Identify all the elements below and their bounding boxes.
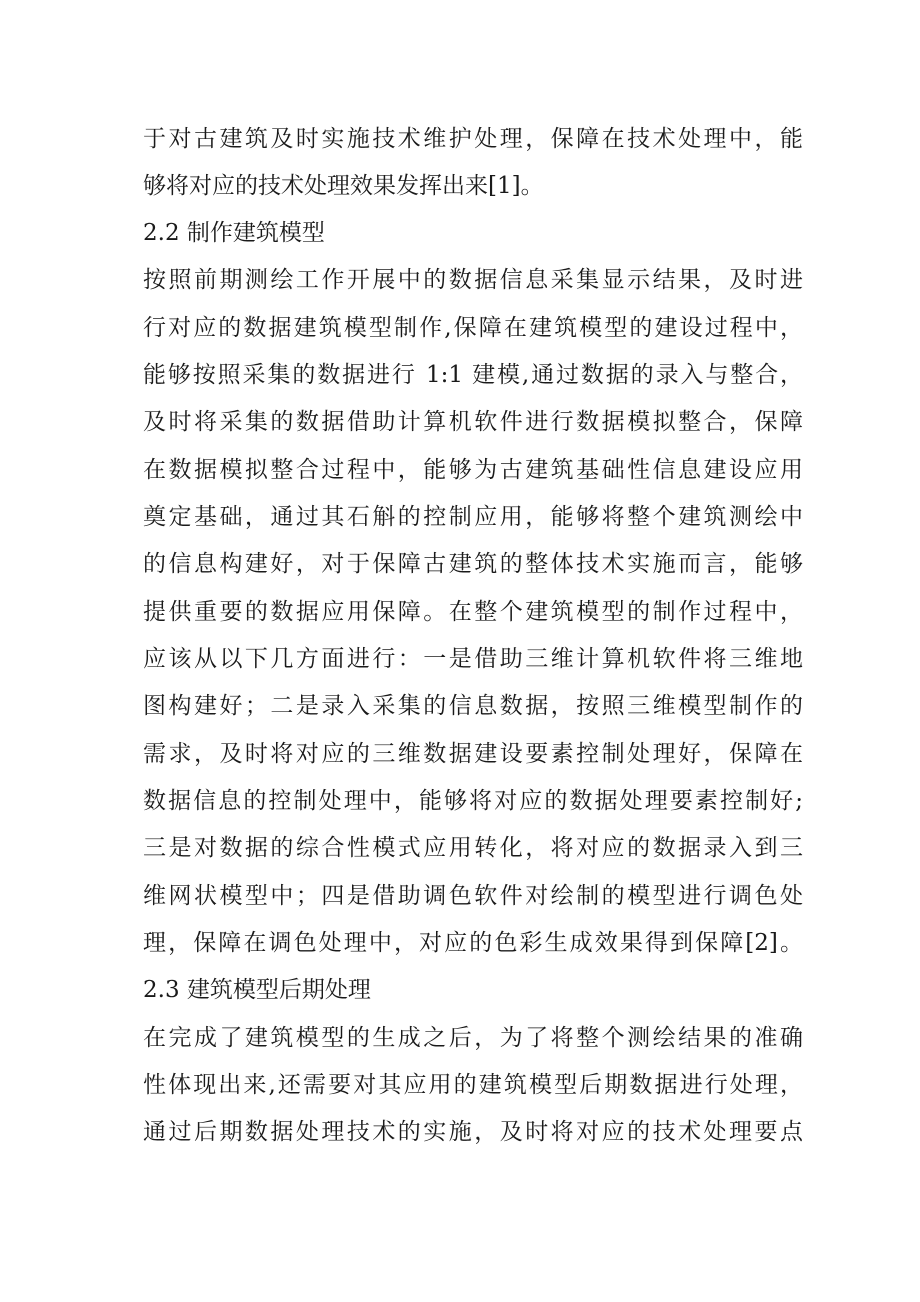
section-heading: 2.3 建筑模型后期处理: [143, 977, 371, 1003]
section-heading: 2.2 制作建筑模型: [143, 220, 325, 246]
paragraph-line: 及时将采集的数据借助计算机软件进行数据模拟整合，保障: [143, 409, 803, 435]
paragraph-line: 于对古建筑及时实施技术维护处理，保障在技术处理中，能: [143, 126, 803, 152]
paragraph-line: 需求，及时将对应的三维数据建设要素控制处理好，保障在: [143, 741, 803, 767]
paragraph-line: 够将对应的技术处理效果发挥出来[1]。: [143, 173, 544, 199]
paragraph-line: 在完成了建筑模型的生成之后，为了将整个测绘结果的准确: [143, 1025, 803, 1051]
paragraph-line: 图构建好；二是录入采集的信息数据，按照三维模型制作的: [143, 693, 803, 719]
paragraph-line: 维网状模型中；四是借助调色软件对绘制的模型进行调色处: [143, 883, 803, 909]
paragraph-line: 数据信息的控制处理中，能够将对应的数据处理要素控制好;: [143, 788, 803, 814]
paragraph-line: 理，保障在调色处理中，对应的色彩生成效果得到保障[2]。: [143, 930, 803, 956]
paragraph-line: 能够按照采集的数据进行 1:1 建模,通过数据的录入与整合，: [143, 362, 803, 388]
paragraph-line: 行对应的数据建筑模型制作,保障在建筑模型的建设过程中，: [143, 315, 803, 341]
paragraph-line: 提供重要的数据应用保障。在整个建筑模型的制作过程中，: [143, 599, 803, 625]
paragraph-line: 奠定基础，通过其石斛的控制应用，能够将整个建筑测绘中: [143, 504, 803, 530]
paragraph-line: 三是对数据的综合性模式应用转化，将对应的数据录入到三: [143, 835, 803, 861]
paragraph-line: 应该从以下几方面进行：一是借助三维计算机软件将三维地: [143, 646, 803, 672]
paragraph-line: 按照前期测绘工作开展中的数据信息采集显示结果，及时进: [143, 267, 803, 293]
paragraph-line: 性体现出来,还需要对其应用的建筑模型后期数据进行处理，: [143, 1072, 803, 1098]
paragraph-line: 在数据模拟整合过程中，能够为古建筑基础性信息建设应用: [143, 457, 803, 483]
paragraph-line: 通过后期数据处理技术的实施，及时将对应的技术处理要点: [143, 1119, 803, 1145]
paragraph-line: 的信息构建好，对于保障古建筑的整体技术实施而言，能够: [143, 551, 803, 577]
